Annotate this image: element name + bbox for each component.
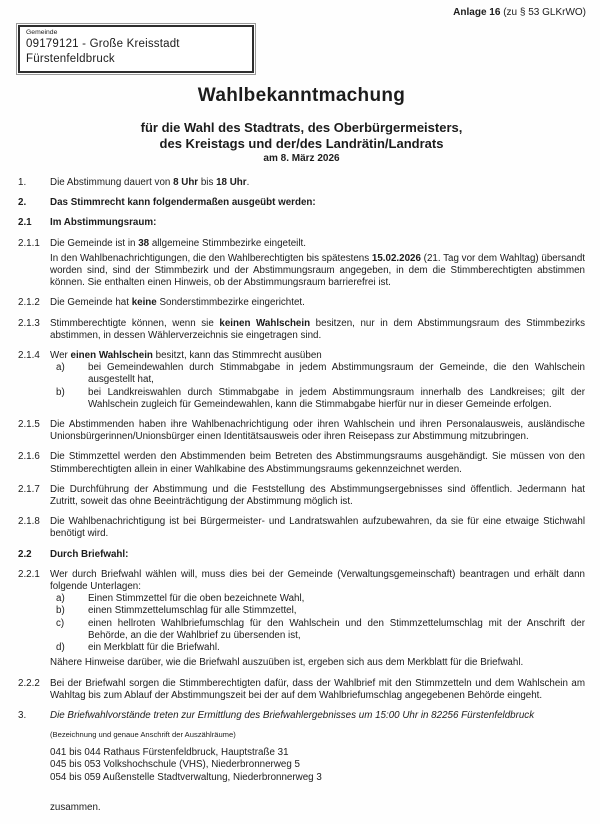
text-segment: 18 Uhr — [216, 177, 247, 188]
item-paragraph — [50, 657, 585, 669]
item-body — [50, 569, 585, 670]
item-number: 2.1.4 — [18, 350, 40, 362]
subtitle-line-1: für die Wahl des Stadtrats, des Oberbürgermeisters, — [140, 120, 463, 135]
item-paragraph — [50, 484, 585, 508]
text-segment: einen Wahlschein — [70, 350, 153, 362]
list-item — [18, 318, 585, 342]
text-segment: 8 Uhr — [173, 177, 199, 188]
small-note — [50, 730, 585, 739]
letter-item — [50, 362, 585, 386]
letter-list — [50, 593, 585, 654]
text-segment: (Bezeichnung und genaue Anschrift der Auszählräume) — [50, 730, 236, 740]
item-number: 2. — [18, 197, 27, 209]
item-body — [50, 710, 585, 814]
letter-item — [50, 593, 585, 605]
item-body — [50, 318, 585, 342]
item-paragraph — [50, 569, 585, 593]
text-segment: Wer durch Briefwahl wählen will, muss dies bei der Gemeinde (Verwaltungsgemeinschaft) beantragen und erhält dann folgende Unterlagen: — [50, 568, 585, 593]
item-paragraph — [50, 747, 585, 759]
item-paragraph — [50, 451, 585, 475]
item-number: 2.1.7 — [18, 483, 40, 495]
text-segment: bei Landkreiswahlen durch Stimmabgabe in jedem Abstimmungsraum innerhalb des Landkreises; gilt der Wahlschein zugleich für Gemeindewahlen, kann die Stimmabgabe hierfür nur in dieser Gemeinde erfolgen. — [88, 386, 585, 410]
text-segment: 38 — [138, 237, 150, 249]
item-body — [50, 197, 585, 209]
list-item — [18, 419, 585, 443]
text-segment: Im Abstimmungsraum: — [50, 217, 157, 229]
document-subtitle — [18, 120, 585, 151]
letter-label: a) — [56, 593, 65, 605]
item-body — [50, 678, 585, 702]
item-paragraph — [50, 678, 585, 702]
text-segment: Die Stimmzettel werden den Abstimmenden beim Betreten des Abstimmungsraums ausgehändigt. Sie müssen von den Stimmberechtigten allein in einer Wahlkabine des Abstimmungsraums gekennzeichnet werden. — [50, 451, 585, 475]
letter-label: b) — [56, 605, 65, 617]
text-segment: (21. Tag vor dem Wahltag) übersandt worden sind, sind der Stimmbezirk und der Abstimmungsraum angegeben, in dem die Stimmberechtigten abstimmen können. Sie enthalten einen Hinweis, ob der Abstimmungsraum barrierefrei ist. — [50, 252, 585, 289]
text-segment: 15.02.2026 — [371, 252, 421, 264]
annotation-reference: (zu § 53 GLKrWO) — [500, 7, 586, 18]
text-segment: 041 bis 044 Rathaus Fürstenfeldbruck, Hauptstraße 31 — [50, 747, 289, 759]
item-body — [50, 484, 585, 508]
item-paragraph — [50, 549, 585, 561]
letter-text — [88, 593, 585, 605]
text-segment: einen Stimmzettelumschlag für alle Stimmzettel, — [88, 605, 297, 617]
subtitle-line-2: des Kreistags und der/des Landrätin/Landrats — [159, 135, 444, 151]
text-segment: Die Gemeinde hat — [50, 297, 132, 309]
item-paragraph — [50, 759, 585, 771]
text-segment: In den Wahlbenachrichtigungen, die den Wahlberechtigten bis spätestens — [50, 252, 372, 264]
text-segment: Das Stimmrecht kann folgendermaßen ausgeübt werden: — [50, 197, 316, 209]
item-number: 2.1.8 — [18, 516, 40, 528]
item-body — [50, 238, 585, 290]
list-item — [18, 516, 585, 540]
letter-text — [88, 618, 585, 642]
item-body — [50, 297, 585, 309]
text-segment: bei Gemeindewahlen durch Stimmabgabe in jedem Abstimmungsraum der Gemeinde, die den Wahlschein ausgestellt hat, — [88, 362, 585, 386]
text-segment: zusammen. — [50, 801, 101, 813]
item-body — [50, 177, 585, 189]
list-item — [18, 238, 585, 290]
item-paragraph — [50, 802, 585, 814]
letter-item — [50, 642, 585, 654]
item-paragraph — [50, 297, 585, 309]
letter-item — [50, 618, 585, 642]
letter-text — [88, 387, 585, 411]
letter-label: d) — [56, 642, 65, 654]
text-segment: ein Merkblatt für die Briefwahl. — [88, 642, 220, 654]
text-segment: allgemeine Stimmbezirke eingeteilt. — [149, 237, 306, 249]
text-segment: Stimmberechtigte können, wenn sie — [50, 317, 220, 329]
item-number: 3. — [18, 709, 27, 721]
item-paragraph — [50, 350, 585, 362]
text-segment: Die Abstimmenden haben ihre Wahlbenachrichtigung oder ihren Wahlschein und ihren Personalausweis, ausländische Unionsbürgerinnen/Unionsbürger einen Identitätsausweis oder ihren Reisepass zur Abstimmung mitzubringen. — [50, 419, 585, 443]
gemeinde-box — [18, 25, 254, 73]
annotation-header — [453, 7, 586, 18]
text-segment: keine — [131, 297, 157, 309]
text-segment: Nähere Hinweise darüber, wie die Briefwahl auszuüben ist, ergeben sich aus dem Merkblatt für die Briefwahl. — [50, 657, 524, 669]
list-item — [18, 177, 585, 189]
item-body — [50, 451, 585, 475]
election-date: am 8. März 2026 — [263, 153, 340, 164]
text-segment: Die Briefwahlvorstände treten zur Ermittlung des Briefwahlergebnisses um 15:00 Uhr in 82256 Fürstenfeldbruck — [50, 709, 535, 721]
item-number: 2.2 — [18, 548, 32, 560]
text-segment: Die Gemeinde ist in — [50, 237, 139, 249]
item-paragraph — [50, 772, 585, 784]
list-item — [18, 484, 585, 508]
letter-text — [88, 362, 585, 386]
list-item — [18, 350, 585, 411]
text-segment: keinen Wahlschein — [219, 317, 311, 329]
item-paragraph — [50, 516, 585, 540]
text-segment: bis — [198, 177, 217, 188]
text-segment: einen hellroten Wahlbriefumschlag für den Wahlschein und den Stimmzettelumschlag mit der Anschrift der Behörde, an die der Wahlbrief zu übersenden ist, — [88, 617, 585, 641]
item-paragraph — [50, 197, 585, 209]
item-body — [50, 516, 585, 540]
text-segment: Die Durchführung der Abstimmung und die Feststellung des Abstimmungsergebnisses sind öffentlich. Jedermann hat Zutritt, soweit das ohne Beeinträchtigung der Abstimmung möglich ist. — [50, 483, 585, 508]
gemeinde-name-line: Fürstenfeldbruck — [26, 52, 115, 65]
letter-list — [50, 362, 585, 411]
list-item — [18, 678, 585, 702]
text-segment: Durch Briefwahl: — [50, 548, 129, 560]
document-body — [18, 84, 585, 814]
letter-label: b) — [56, 386, 65, 398]
letter-label: a) — [56, 362, 65, 374]
item-number: 2.1.1 — [18, 237, 40, 249]
item-paragraph — [50, 318, 585, 342]
annotation-number: Anlage 16 — [453, 7, 501, 18]
letter-item — [50, 605, 585, 617]
item-number: 2.1.2 — [18, 297, 40, 309]
item-paragraph — [50, 238, 585, 250]
gemeinde-box-label: Gemeinde — [26, 29, 58, 36]
item-body — [50, 350, 585, 411]
text-segment: Die Wahlbenachrichtigung ist bei Bürgermeister- und Landratswahlen aufzubewahren, da sie für eine etwaige Stichwahl benötigt wird. — [50, 516, 585, 540]
text-segment: Die Abstimmung dauert von — [50, 177, 174, 188]
item-body — [50, 549, 585, 561]
item-number: 2.2.2 — [18, 677, 40, 689]
letter-text — [88, 642, 585, 654]
list-item — [18, 569, 585, 670]
list-item — [18, 710, 585, 814]
text-segment: besitzen, nur in dem Abstimmungsraum des Stimmbezirks abstimmen, in dessen Wählerverzeichnis sie eingetragen sind. — [50, 317, 585, 341]
item-paragraph — [50, 177, 585, 189]
list-item — [18, 197, 585, 209]
text-segment: Wer — [50, 350, 71, 362]
item-body — [50, 217, 585, 229]
list-item — [18, 451, 585, 475]
item-paragraph — [50, 710, 585, 722]
text-segment: . — [246, 177, 250, 188]
text-segment: Einen Stimmzettel für die oben bezeichnete Wahl, — [88, 593, 305, 605]
item-body — [50, 419, 585, 443]
text-segment: 054 bis 059 Außenstelle Stadtverwaltung, Niederbronnerweg 3 — [50, 771, 322, 783]
text-segment: 045 bis 053 Volkshochschule (VHS), Niederbronnerweg 5 — [50, 759, 300, 771]
item-number: 2.1 — [18, 217, 32, 229]
text-segment: besitzt, kann das Stimmrecht ausüben — [152, 350, 322, 362]
page-title: Wahlbekanntmachung — [197, 85, 406, 106]
item-number: 1. — [18, 177, 27, 188]
item-paragraph — [50, 419, 585, 443]
numbered-items-list — [18, 177, 585, 814]
gemeinde-id-line: 09179121 - Große Kreisstadt — [26, 38, 180, 50]
text-segment: Bei der Briefwahl sorgen die Stimmberechtigten dafür, dass der Wahlbrief mit den Stimmzetteln und dem Wahlschein am Wahltag bis zum Ablauf der Abstimmungszeit bei der auf dem Wahlbriefumschlag angegebenen Behörde eingeht. — [50, 677, 585, 701]
list-item — [18, 217, 585, 229]
letter-item — [50, 387, 585, 411]
text-segment: Sonderstimmbezirke eingerichtet. — [156, 297, 305, 309]
letter-label: c) — [56, 617, 65, 629]
item-number: 2.1.3 — [18, 317, 40, 329]
item-paragraph — [50, 217, 585, 229]
item-number: 2.2.1 — [18, 568, 40, 580]
letter-text — [88, 605, 585, 617]
list-item — [18, 549, 585, 561]
list-item — [18, 297, 585, 309]
item-number: 2.1.6 — [18, 451, 40, 463]
item-number: 2.1.5 — [18, 419, 40, 431]
item-paragraph — [50, 253, 585, 290]
